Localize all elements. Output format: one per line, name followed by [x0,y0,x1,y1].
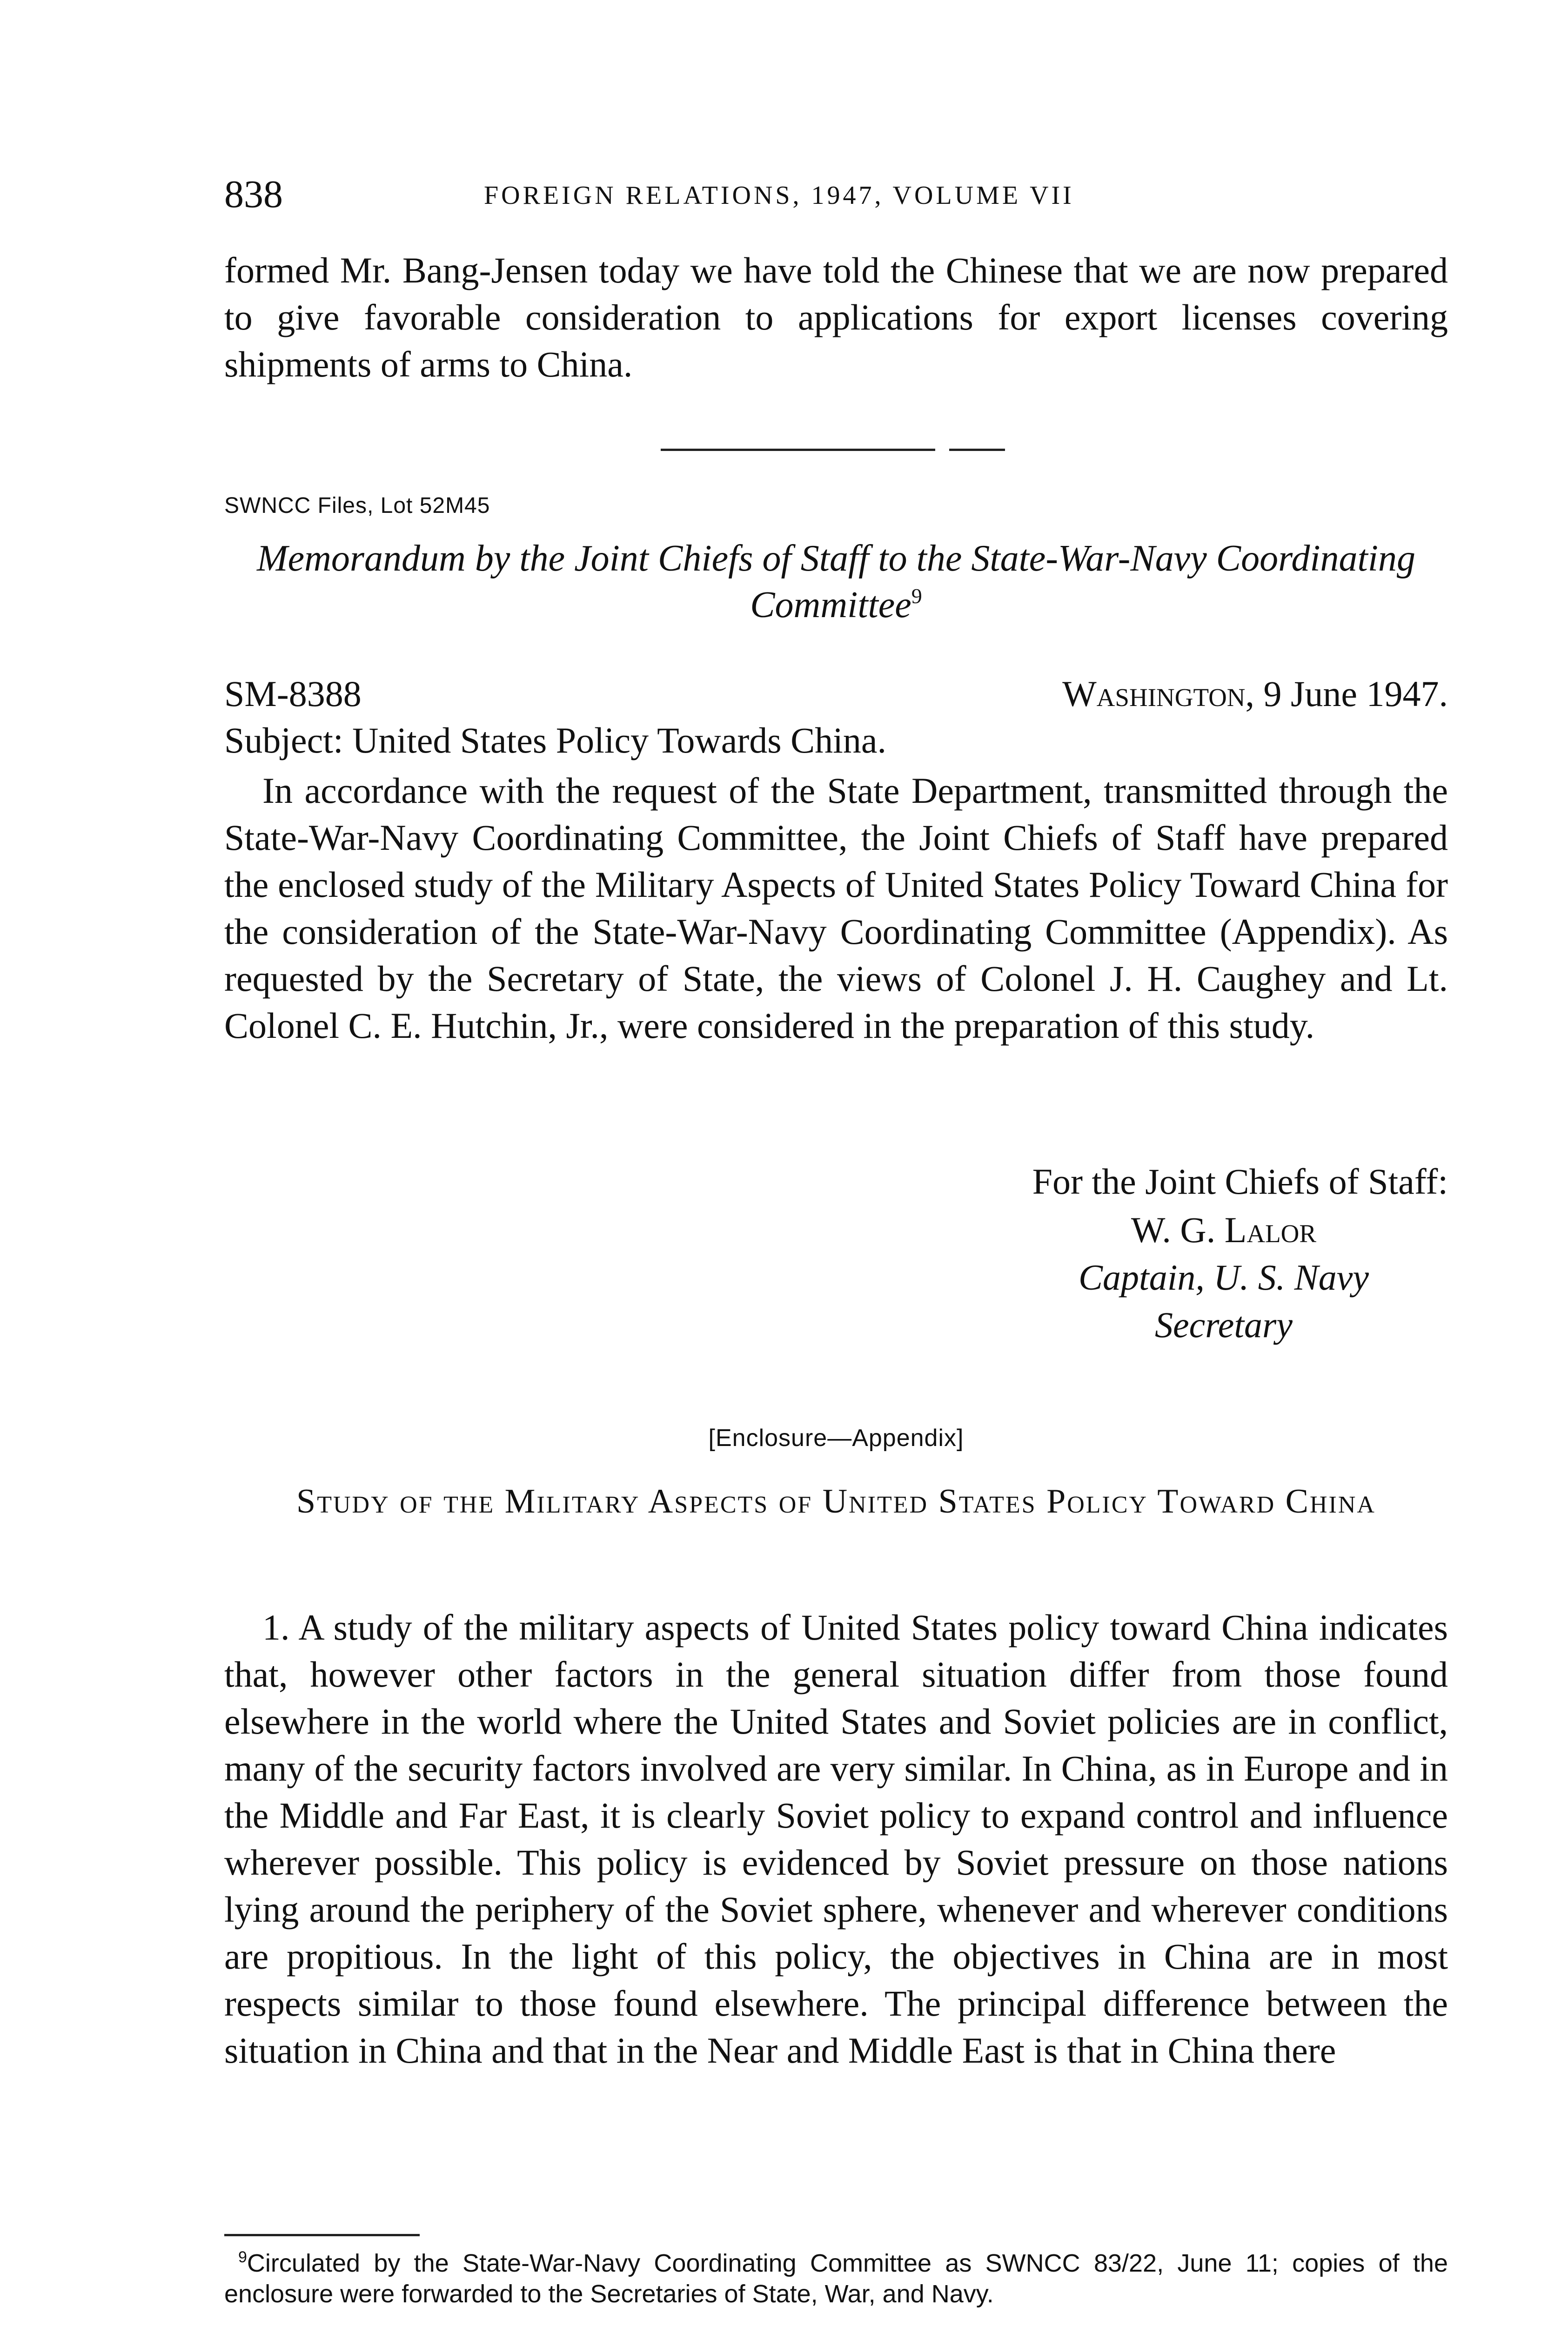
signature-title: Secretary [1155,1305,1293,1345]
dateline [1062,670,1448,717]
memo-title [224,535,1448,628]
continuation-paragraph: formed Mr. Bang-Jensen today we have told the Chinese that we are now prepared to give favorable consideration to applications for export licenses covering shipments of arms to China. [224,250,1448,384]
study-title: Study of the Military Aspects of United States Policy Toward China [296,1482,1376,1520]
dateline-place: Washington [1062,673,1246,714]
section-divider-tail [949,449,1005,451]
signature-name: W. G. Lalor [1131,1210,1317,1250]
dateline-date: , 9 June 1947. [1245,673,1448,714]
signature-rank: Captain, U. S. Navy [1079,1257,1369,1298]
footnote-marker: 9 [911,584,922,608]
running-title: FOREIGN RELATIONS, 1947, VOLUME VII [484,181,1074,210]
signature-for-line: For the Joint Chiefs of Staff: [1032,1161,1448,1202]
footnote-text: Circulated by the State-War-Navy Coordinating Committee as SWNCC 83/22, June 11; copies of the enclosure were forwarded to the Secretaries of State, War, and Navy. [224,2249,1448,2308]
memo-title-text: Memorandum by the Joint Chiefs of Staff to the State-War-Navy Coordinating Committee [257,538,1415,625]
memo-body: In accordance with the request of the State Department, transmitted through the State-War-Navy Coordinating Committee, the Joint Chiefs of Staff have prepared the enclosed study of the Military Aspects of United States Policy Toward China for the consideration of the State-War-Navy Coordinating Committee (Appendix). As requested by the Secretary of State, the views of Colonel J. H. Caughey and Lt. Colonel C. E. Hutchin, Jr., were considered in the preparation of this study. [224,770,1448,1046]
page-number: 838 [224,173,283,216]
footnote [224,2248,1448,2309]
source-reference: SWNCC Files, Lot 52M45 [224,493,490,518]
study-paragraph-1: 1. A study of the military aspects of United States policy toward China indicates that, however other factors in the general situation differ from those found elsewhere in the world where the United States and Soviet policies are in conflict, many of the security factors involved are very similar. In China, as in Europe and in the Middle and Far East, it is clearly Soviet policy to expand control and influence wherever possible. This policy is evidenced by Soviet pressure on those nations lying around the periphery of the Soviet sphere, whenever and wherever conditions are propitious. In the light of this policy, the objectives in China are in most respects similar to those found elsewhere. The principal difference between the situation in China and that in the Near and Middle East is that in China there [224,1607,1448,2071]
footnote-rule [224,2234,420,2236]
footnote-number: 9 [238,2248,247,2266]
section-divider [661,449,935,451]
subject-line: Subject: United States Policy Towards China. [224,720,886,760]
document-number: SM-8388 [224,673,362,714]
enclosure-label: [Enclosure—Appendix] [708,1425,964,1452]
